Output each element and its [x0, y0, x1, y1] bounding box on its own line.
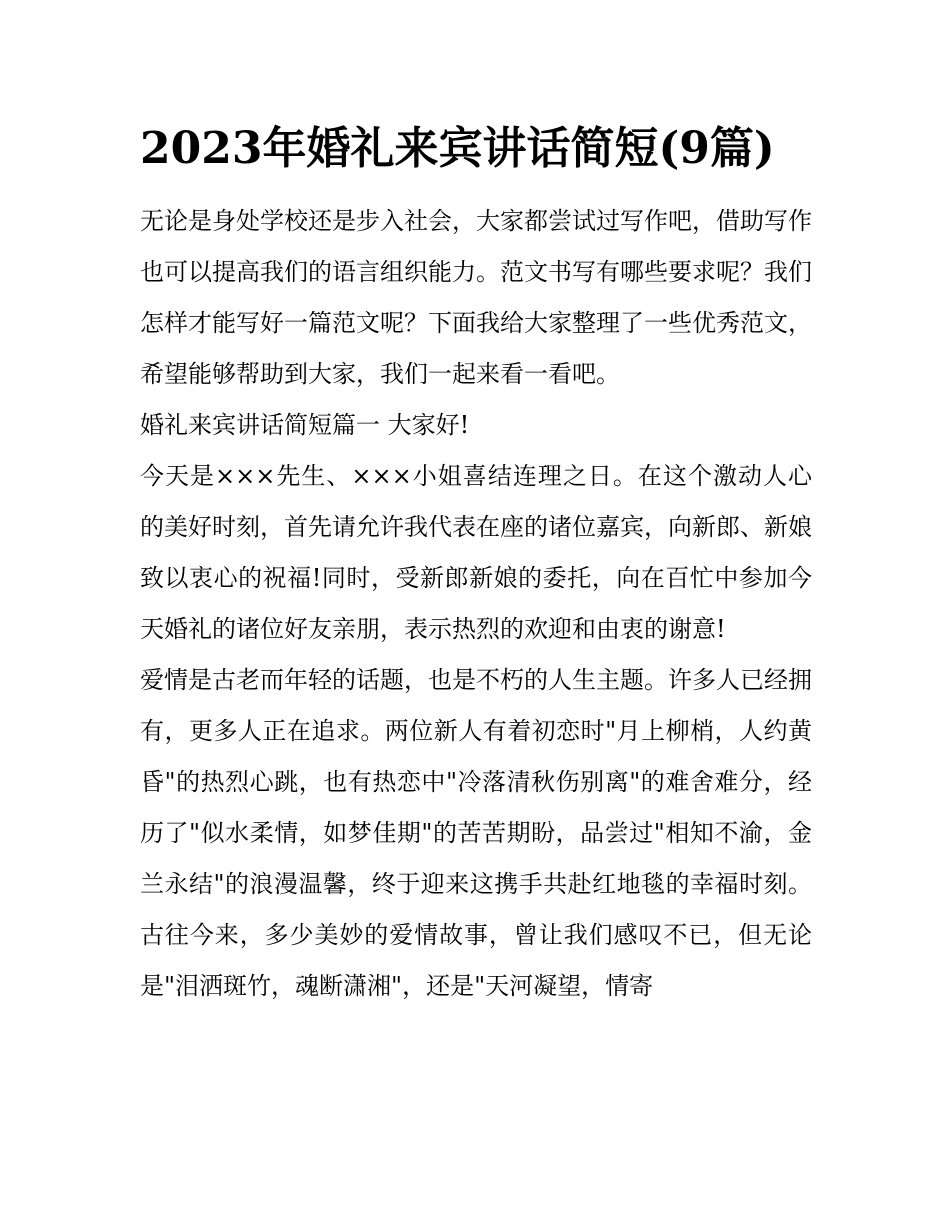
- document-title: 2023年婚礼来宾讲话简短(9篇): [140, 123, 775, 174]
- document-content: [140, 118, 812, 1012]
- paragraph-intro: 无论是身处学校还是步入社会，大家都尝试过写作吧，借助写作也可以提高我们的语言组织能力。范文书写有哪些要求呢？我们怎样才能写好一篇范文呢？下面我给大家整理了一些优秀范文，希望能够帮助到大家，我们一起来看一看吧。: [140, 207, 812, 388]
- document-body: [140, 196, 812, 1012]
- paragraph-section-heading: 婚礼来宾讲话简短篇一 大家好!: [140, 411, 470, 439]
- paragraph-love-theme: 爱情是古老而年轻的话题，也是不朽的人生主题。许多人已经拥有，更多人正在追求。两位新人有着初恋时"月上柳梢，人约黄昏"的热烈心跳，也有热恋中"冷落清秋伤别离"的难舍难分，经历了"似水柔情，如梦佳期"的苦苦期盼，品尝过"相知不渝，金兰永结"的浪漫温馨，终于迎来这携手共赴红地毯的幸福时刻。古往今来，多少美妙的爱情故事，曾让我们感叹不已，但无论是"泪洒斑竹，魂断潇湘"，还是"天河凝望，情寄: [140, 666, 812, 1000]
- paragraph-greeting: 今天是×××先生、×××小姐喜结连理之日。在这个激动人心的美好时刻，首先请允许我代表在座的诸位嘉宾，向新郎、新娘致以衷心的祝福!同时，受新郎新娘的委托，向在百忙中参加今天婚礼的诸位好友亲朋，表示热烈的欢迎和由衷的谢意!: [140, 462, 812, 643]
